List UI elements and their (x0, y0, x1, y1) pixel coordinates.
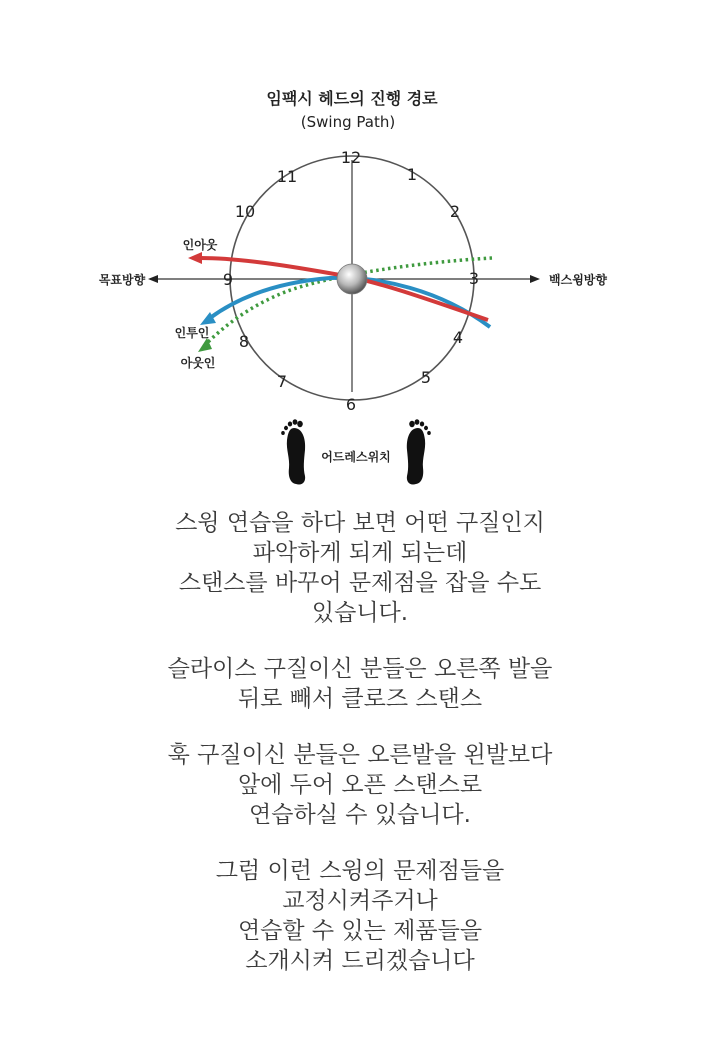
path-label-in-out: 인아웃 (182, 238, 218, 252)
target-direction-label: 목표방향 (98, 273, 146, 287)
text-line: 연습할 수 있는 제품들을 (237, 918, 483, 944)
clock-number-12: 12 (340, 148, 362, 167)
diagram-title: 임팩시 헤드의 진행 경로 (266, 89, 438, 108)
text-line: 그럼 이런 스윙의 문제점들을 (215, 858, 505, 884)
clock-number-5: 5 (420, 368, 432, 387)
text-line: 스윙 연습을 하다 보면 어떤 구질인지 (175, 510, 545, 536)
paragraph-1 (0, 508, 720, 628)
text-line: 뒤로 빼서 클로즈 스탠스 (237, 686, 483, 712)
text-line: 앞에 두어 오픈 스탠스로 (237, 772, 483, 798)
text-line: 연습하실 수 있습니다. (249, 802, 471, 828)
path-in-out-arrow-head (188, 252, 202, 264)
clock-number-8: 8 (238, 332, 250, 351)
clock-number-1: 1 (406, 165, 418, 184)
clock-number-6: 6 (345, 395, 357, 414)
clock-number-3: 3 (468, 269, 480, 288)
text-line: 소개시켜 드리겠습니다 (245, 948, 475, 974)
backswing-direction-label: 백스윙방향 (549, 273, 607, 287)
diagram-subtitle: (Swing Path) (300, 113, 396, 131)
text-line: 있습니다. (311, 600, 409, 626)
clock-number-11: 11 (276, 167, 298, 186)
paragraph-3 (0, 740, 720, 830)
path-label-in-to-in: 인투인 (174, 326, 210, 340)
text-line: 파악하게 되게 되는데 (252, 540, 468, 566)
right-footprint-icon (407, 419, 431, 484)
text-line: 훅 구질이신 분들은 오른발을 왼발보다 (167, 742, 553, 768)
right-arrow-head (530, 275, 540, 283)
clock-number-4: 4 (452, 328, 464, 347)
address-position-label: 어드레스위치 (321, 450, 391, 464)
paragraph-2 (0, 654, 720, 714)
left-footprint-icon (281, 419, 305, 484)
clock-number-9: 9 (222, 270, 234, 289)
text-line: 스탠스를 바꾸어 문제점을 잡을 수도 (178, 570, 542, 596)
body-text (0, 508, 720, 1002)
left-arrow-head (148, 275, 158, 283)
path-label-out-in: 아웃인 (180, 356, 216, 370)
text-line: 슬라이스 구질이신 분들은 오른쪽 발을 (167, 656, 553, 682)
text-line: 교정시켜주거나 (282, 888, 438, 914)
paragraph-4 (0, 856, 720, 976)
clock-number-7: 7 (276, 372, 288, 391)
clock-number-10: 10 (234, 202, 256, 221)
path-out-in-arrow-head (198, 338, 212, 352)
golf-ball (337, 264, 367, 294)
clock-number-2: 2 (449, 202, 461, 221)
swing-path-diagram (0, 0, 720, 500)
